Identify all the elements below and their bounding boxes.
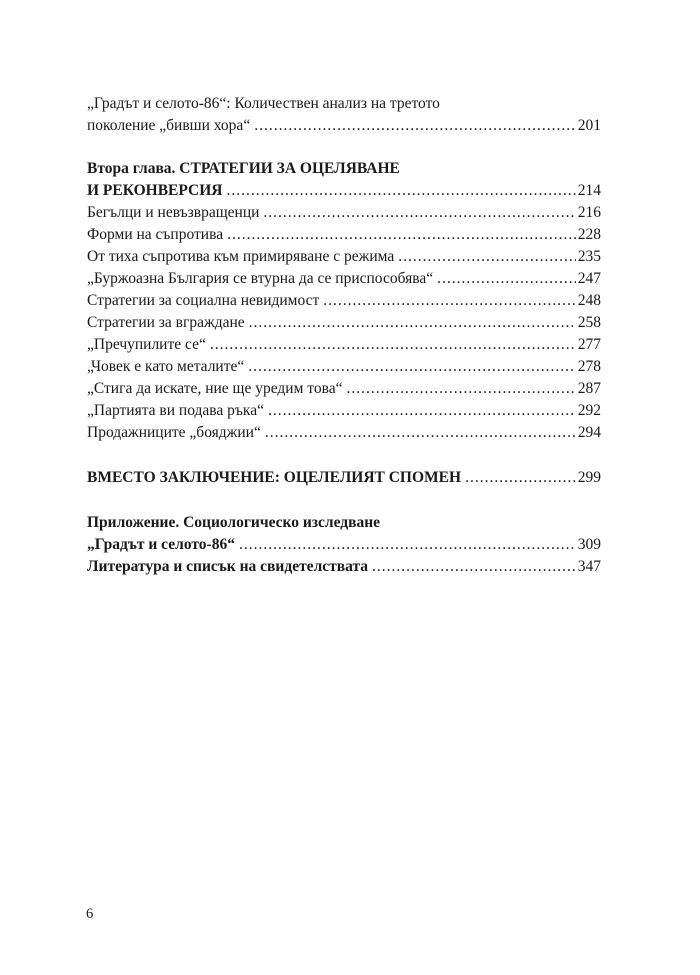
toc-entry[interactable] [87, 400, 601, 422]
dot-leader [265, 422, 576, 444]
toc-page-number: 228 [577, 226, 601, 243]
dot-leader [248, 356, 575, 378]
toc-entry-text: „Партията ви подава ръка“ [87, 402, 264, 419]
literature-entry[interactable] [87, 556, 601, 578]
toc-page-number: 292 [577, 402, 601, 419]
toc-page-number: 309 [577, 536, 601, 553]
chapter-heading [87, 158, 601, 180]
toc-entry-text: Приложение. Социологическо изследване [87, 514, 381, 531]
toc-entry-text: Продажниците „бояджии“ [87, 424, 261, 441]
toc-entry-text: ВМЕСТО ЗАКЛЮЧЕНИЕ: ОЦЕЛЕЛИЯТ СПОМЕН [87, 469, 462, 486]
dot-leader [465, 467, 576, 489]
toc-entry[interactable] [87, 268, 601, 290]
toc-entry-text: Форми на съпротива [87, 226, 224, 243]
toc-entry-text: поколение „бивши хора“ [87, 117, 251, 134]
toc-entry-text: „Буржоазна България се втурна да се приспособява“ [87, 270, 434, 287]
toc-entry[interactable] [87, 290, 601, 312]
toc-entry[interactable] [87, 224, 601, 246]
toc-page-number: 258 [577, 314, 601, 331]
toc-entry-text: Литература и списък на свидетелствата [87, 558, 369, 575]
toc-page-number: 299 [577, 469, 601, 486]
dot-leader [226, 180, 575, 202]
toc-entry[interactable] [87, 246, 601, 268]
toc-page-number: 235 [577, 248, 601, 265]
dot-leader [210, 334, 576, 356]
toc-entry[interactable] [87, 378, 601, 400]
chapter-title: Втора глава. СТРАТЕГИИ ЗА ОЦЕЛЯВАНЕ [87, 160, 400, 177]
chapter-heading[interactable] [87, 180, 601, 202]
appendix-entry[interactable] [87, 534, 601, 556]
dot-leader [239, 534, 576, 556]
dot-leader [249, 312, 576, 334]
appendix-entry [87, 512, 601, 534]
chapter-title: И РЕКОНВЕРСИЯ [87, 182, 223, 199]
toc-entry-text: „Пречупилите се“ [87, 336, 206, 353]
toc-page-number: 201 [577, 117, 601, 134]
toc-page-number: 287 [577, 380, 601, 397]
toc-entry-text: Стратегии за социална невидимост [87, 292, 320, 309]
toc-entry-text: „Градът и селото-86“: Количествен анализ на третото [87, 95, 440, 112]
toc-page-number: 216 [577, 204, 601, 221]
page-number: 6 [86, 906, 94, 922]
toc-page-number: 278 [577, 358, 601, 375]
dot-leader [346, 378, 575, 400]
toc-entry-text: „Човек е като металите“ [87, 358, 245, 375]
dot-leader [263, 202, 575, 224]
dot-leader [227, 224, 576, 246]
dot-leader [372, 556, 576, 578]
toc-page-number: 294 [577, 424, 601, 441]
toc-page-number: 248 [577, 292, 601, 309]
toc-page-number: 347 [577, 558, 601, 575]
toc-page-number: 214 [577, 182, 601, 199]
table-of-contents [87, 93, 601, 578]
toc-entry[interactable] [87, 202, 601, 224]
dot-leader [268, 400, 576, 422]
toc-entry[interactable] [87, 115, 601, 137]
dot-leader [437, 268, 576, 290]
conclusion-entry[interactable] [87, 467, 601, 489]
toc-entry-text: Бегълци и невъзвращенци [87, 204, 260, 221]
toc-entry[interactable] [87, 422, 601, 444]
toc-page-number: 247 [577, 270, 601, 287]
toc-page-number: 277 [577, 336, 601, 353]
toc-entry[interactable] [87, 356, 601, 378]
toc-entry [87, 93, 601, 115]
toc-entry-text: „Градът и селото-86“ [87, 536, 235, 553]
toc-entry-text: „Стига да искате, ние ще уредим това“ [87, 380, 343, 397]
dot-leader [254, 115, 576, 137]
toc-entry-text: От тиха съпротива към примиряване с режима [87, 248, 395, 265]
toc-entry-text: Стратегии за вграждане [87, 314, 245, 331]
toc-entry[interactable] [87, 312, 601, 334]
toc-entry[interactable] [87, 334, 601, 356]
dot-leader [398, 246, 576, 268]
chapter-items [87, 202, 601, 444]
dot-leader [323, 290, 575, 312]
